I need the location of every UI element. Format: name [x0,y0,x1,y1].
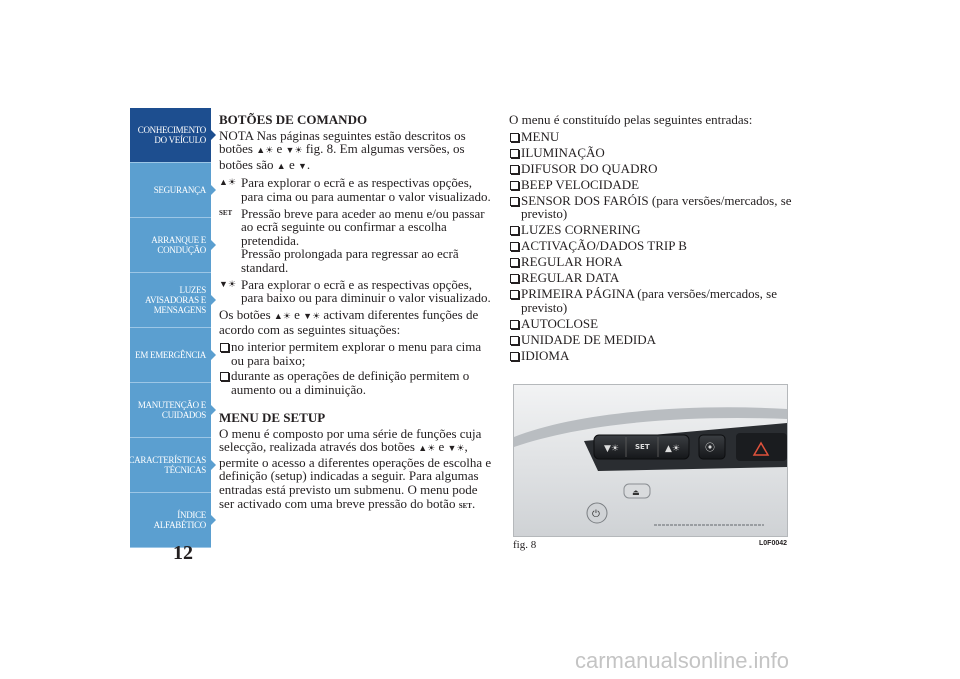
heading-menu-setup: MENU DE SETUP [219,410,326,426]
heading-botoes-comando: BOTÕES DE COMANDO [219,112,368,127]
list-item: REGULAR HORA [509,255,794,269]
list-item: ILUMINAÇÃO [509,146,794,160]
set-icon: SET [458,501,472,510]
up-brightness-icon: ▲☀ [665,444,680,454]
list-item: AUTOCLOSE [509,317,794,331]
up-arrow-icon: ▲ [276,160,286,171]
fog-light-icon: ⦿ [705,443,715,454]
menu-intro: O menu é constituído pelas seguintes entradas: [509,112,753,127]
down-brightness-icon: ▼☀ [285,145,303,156]
figure-control-panel [513,384,788,537]
sidebar-item-indice[interactable]: ÍNDICE ALFABÉTICO [130,493,211,548]
list-item: LUZES CORNERING [509,223,794,237]
menu-paragraph: O menu é composto por uma série de funções cuja selecção, realizada através dos botões ▲☀ e ▼☀, permite o acesso a diferentes operações de escolha e definição (setup) indicadas a seguir. Para algumas entradas está previsto um submenu. O menu pode ser activado com uma breve pressão do botão SET. [219,425,492,511]
list-item: MENU [509,130,794,144]
figure-caption: fig. 8 [513,539,537,551]
activate-paragraph: Os botões ▲☀ e ▼☀ activam diferentes funções de acordo com as seguintes situações: [219,306,479,338]
left-column [219,113,494,516]
set-icon: SET [635,443,650,451]
definition-set: SET Pressão breve para aceder ao menu e/ou passar ao ecrã seguinte ou confirmar a escolha pretendida. Pressão prolongada para regressar ao ecrã standard. [219,205,485,275]
sidebar-item-manutencao[interactable]: MANUTENÇÃO E CUIDADOS [130,383,211,438]
eject-icon: ⏏ [632,488,640,497]
down-brightness-icon: ▼☀ [219,278,236,289]
list-item: durante as operações de definição permitem o aumento ou a diminuição. [219,369,494,396]
sidebar-item-seguranca[interactable]: SEGURANÇA [130,163,211,218]
down-brightness-icon: ▼☀ [604,444,619,454]
sidebar-item-caracteristicas[interactable]: CARACTERÍSTICAS TÉCNICAS [130,438,211,493]
watermark: carmanualsonline.info [575,648,790,673]
list-item: PRIMEIRA PÁGINA (para versões/mercados, se previsto) [509,287,794,314]
list-item: REGULAR DATA [509,271,794,285]
note-paragraph: NOTA Nas páginas seguintes estão descritos os botões ▲☀ e ▼☀ fig. 8. Em algumas versões, os botões são ▲ e ▼. [219,127,466,172]
list-item: BEEP VELOCIDADE [509,178,794,192]
sidebar-item-luzes[interactable]: LUZES AVISADORAS E MENSAGENS [130,273,211,328]
power-icon: ⏻ [592,509,600,520]
down-brightness-icon: ▼☀ [447,443,465,454]
sidebar-item-arranque[interactable]: ARRANQUE E CONDUÇÃO [130,218,211,273]
list-item: no interior permitem explorar o menu para cima ou para baixo; [219,340,494,367]
list-item: IDIOMA [509,349,794,363]
set-icon: SET [219,208,233,217]
list-item: ACTIVAÇÃO/DADOS TRIP B [509,239,794,253]
definition-up: ▲☀ Para explorar o ecrã e as respectivas opções, para cima ou para aumentar o valor visualizado. [219,175,491,204]
list-item: UNIDADE DE MEDIDA [509,333,794,347]
sidebar-item-conhecimento[interactable]: CONHECIMENTO DO VEÍCULO [130,108,211,163]
control-panel-illustration [514,385,787,536]
page-number: 12 [173,542,193,564]
list-item: SENSOR DOS FARÓIS (para versões/mercados, se previsto) [509,194,794,221]
chapter-sidebar [130,108,211,548]
right-column [509,113,794,365]
down-brightness-icon: ▼☀ [303,310,321,321]
sidebar-item-emergencia[interactable]: EM EMERGÊNCIA [130,328,211,383]
up-brightness-icon: ▲☀ [273,310,291,321]
up-brightness-icon: ▲☀ [219,177,236,188]
figure-code: L0F0042 [759,540,788,547]
up-brightness-icon: ▲☀ [256,145,274,156]
list-item: DIFUSOR DO QUADRO [509,162,794,176]
down-arrow-icon: ▼ [297,160,307,171]
up-brightness-icon: ▲☀ [418,443,436,454]
definition-down: ▼☀ Para explorar o ecrã e as respectivas opções, para baixo ou para diminuir o valor visualizado. [219,276,491,306]
